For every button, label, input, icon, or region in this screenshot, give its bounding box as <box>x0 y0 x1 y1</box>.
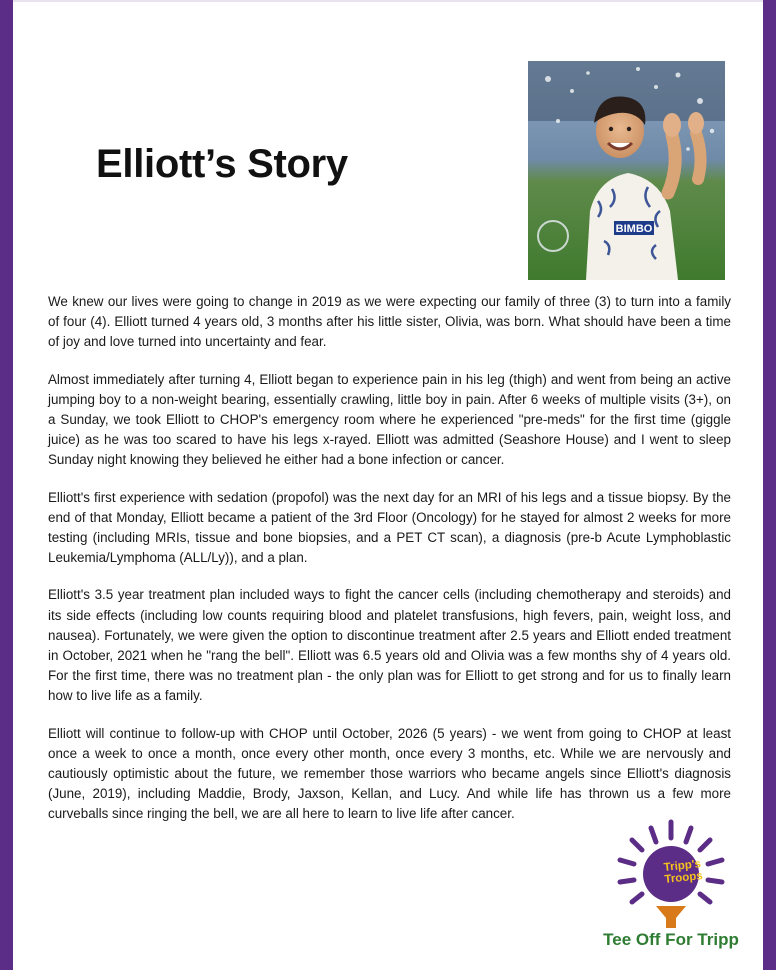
story-paragraph-4: Elliott's 3.5 year treatment plan included ways to fight the cancer cells (including chemotherapy and steroids) and its side effects (including low counts requiring blood and platelet transfusions, high fevers, pain, weight loss, and nausea). Fortunately, we were given the option to discontinue treatment after 2.5 years and Elliott ended treatment in October, 2021 when he "rang the bell". Elliott was 6.5 years old and Olivia was a few months shy of 4 years old. For the first time, there was no treatment plan - the only plan was for Elliott to get strong and for us to finally learn how to live life as a family. <box>48 587 731 704</box>
right-border <box>763 0 776 970</box>
photo-illustration <box>528 61 725 280</box>
story-paragraph-3: Elliott's first experience with sedation (propofol) was the next day for an MRI of his legs and a tissue biopsy. By the end of that Monday, Elliott became a patient of the 3rd Floor (Oncology) for he stayed for almost 2 weeks for more testing (including MRIs, tissue and bone biopsies, and a PET CT scan), a diagnosis (pre-b Acute Lymphoblastic Leukemia/Lymphoma (ALL/Ly)), and a plan. <box>48 489 731 566</box>
page-title: Elliott’s Story <box>96 142 348 186</box>
story-paragraph-1: We knew our lives were going to change in 2019 as we were expecting our family of three (3) to turn into a family of four (4). Elliott turned 4 years old, 3 months after his little sister, Olivia, was born. What should have been a time of joy and love turned into uncertainty and fear. <box>48 294 731 350</box>
logo-name-line-2: Troops <box>663 869 704 886</box>
story-paragraph-5: Elliott will continue to follow-up with CHOP until October, 2026 (5 years) - we went from going to CHOP at least once a week to once a month, once every other month, once every 3 months, etc. While we are nervously and cautiously optimistic about the future, we remember those warriors who became angels since Elliott's diagnosis (June, 2019), including Maddie, Brody, Jaxson, Kellan, and Lucy. And while life has thrown us a few more curveballs since ringing the bell, we are all here to learn to live life after cancer. <box>48 725 731 822</box>
boy-with-bubbles-photo <box>528 61 725 280</box>
logo-name-line-1: Tripp's <box>663 858 702 874</box>
left-border <box>0 0 13 970</box>
top-rule <box>13 0 763 2</box>
tripps-troops-logo <box>596 818 746 958</box>
logo-tagline: Tee Off For Tripp <box>603 930 739 949</box>
story-body <box>48 292 731 842</box>
shirt-text: BIMBO <box>615 223 653 235</box>
story-paragraph-2: Almost immediately after turning 4, Elliott began to experience pain in his leg (thigh) and went from being an active jumping boy to a non-weight bearing, essentially crawling, little boy in pain. After 6 weeks of multiple visits (3+), on a Sunday, we took Elliott to CHOP's emergency room where he experienced "pre-meds" for the first time (giggle juice) as he was too scared to have his legs x-rayed. Elliott was admitted (Seashore House) and I went to sleep Sunday night knowing they believed he either had a bone infection or cancer. <box>48 371 731 468</box>
